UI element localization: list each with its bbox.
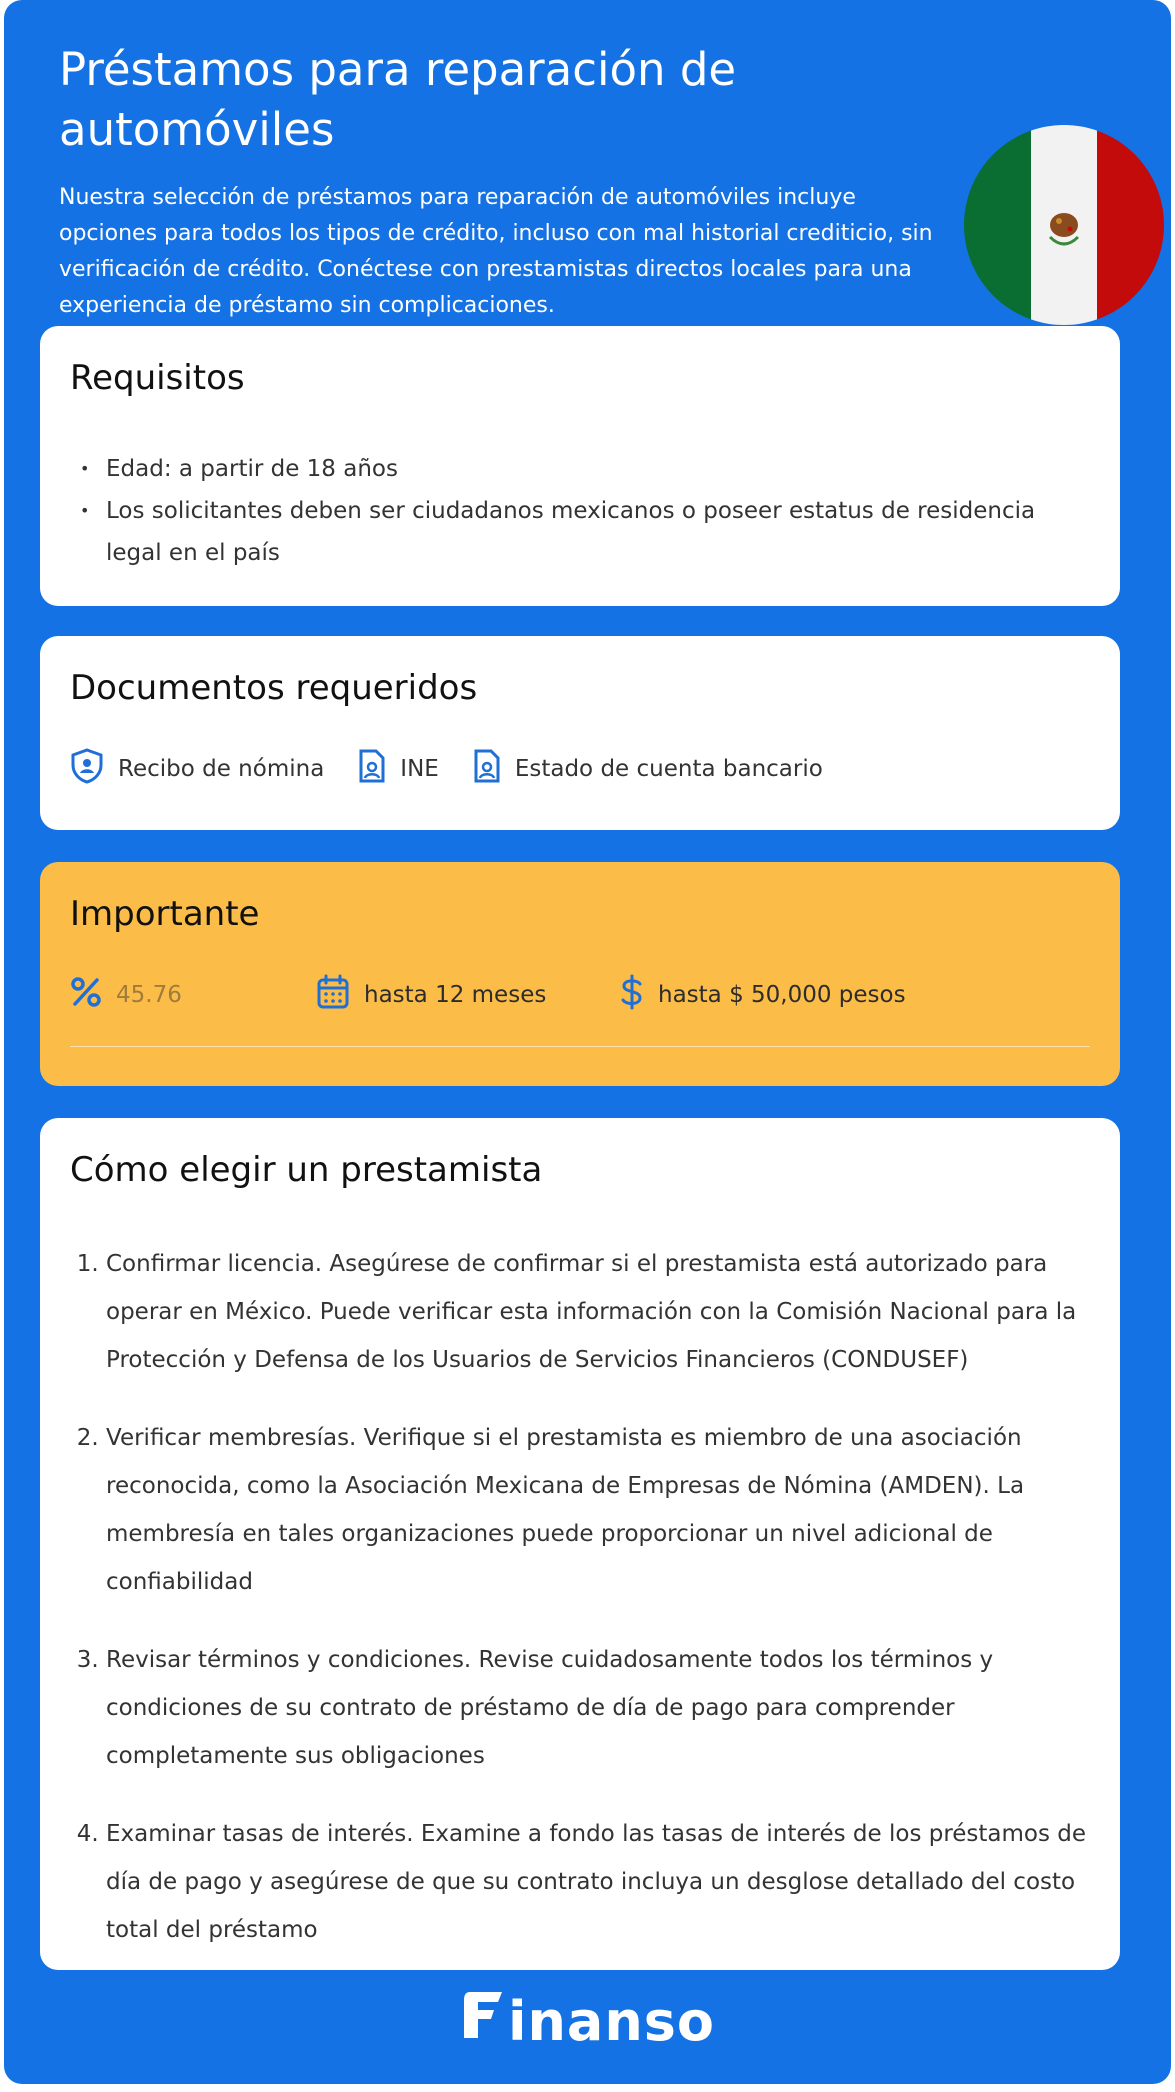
loan-amount-value: hasta $ 50,000 pesos <box>658 982 906 1008</box>
list-item: 4. Examinar tasas de interés. Examine a fondo las tasas de interés de los préstamos de día de pago y asegúrese de que su contrato incluya un desglose detallado del costo total del préstamo <box>106 1810 1090 1954</box>
document-item <box>70 748 324 790</box>
document-label: INE <box>400 756 439 782</box>
requirements-card <box>40 326 1120 606</box>
interest-rate <box>70 976 316 1014</box>
shield-icon <box>70 748 118 790</box>
documents-card <box>40 636 1120 830</box>
percent-icon <box>70 976 116 1014</box>
dollar-icon <box>620 974 658 1016</box>
brand-name: inanso <box>507 1990 716 2053</box>
documents-list <box>70 748 1090 790</box>
important-facts <box>70 974 1090 1047</box>
list-item: • Los solicitantes deben ser ciudadanos mexicanos o poseer estatus de residencia legal en el país <box>106 490 1090 574</box>
finanso-logo <box>4 1990 1171 2053</box>
id-card-icon <box>358 748 400 790</box>
page-frame <box>4 0 1171 2084</box>
choose-lender-steps <box>70 1240 1090 1954</box>
document-label: Estado de cuenta bancario <box>514 756 823 782</box>
mexico-flag-icon <box>964 125 1164 325</box>
documents-title: Documentos requeridos <box>70 668 478 708</box>
requirements-title: Requisitos <box>70 358 245 398</box>
id-card-icon <box>473 748 515 790</box>
important-title: Importante <box>70 894 260 934</box>
list-item: 1. Confirmar licencia. Asegúrese de confirmar si el prestamista está autorizado para operar en México. Puede verificar esta información con la Comisión Nacional para la Protección y Defensa de los Usuarios de Servicios Financieros (CONDUSEF) <box>106 1240 1090 1384</box>
document-item <box>358 748 439 790</box>
interest-rate-value: 45.76 <box>116 982 182 1008</box>
choose-lender-title: Cómo elegir un prestamista <box>70 1150 543 1190</box>
choose-lender-card <box>40 1118 1120 1970</box>
loan-amount <box>620 974 906 1016</box>
list-item: 3. Revisar términos y condiciones. Revise cuidadosamente todos los términos y condiciones de su contrato de préstamo de día de pago para comprender completamente sus obligaciones <box>106 1636 1090 1780</box>
loan-term-value: hasta 12 meses <box>364 982 547 1008</box>
document-label: Recibo de nómina <box>118 756 325 782</box>
intro-text: Nuestra selección de préstamos para reparación de automóviles incluye opciones para todos los tipos de crédito, incluso con mal historial crediticio, sin verificación de crédito. Conéctese con prestamistas directos locales para una experiencia de préstamo sin complicaciones. <box>59 185 933 318</box>
list-item: • Edad: a partir de 18 años <box>106 448 1090 490</box>
document-item <box>473 748 823 790</box>
requirements-list <box>70 448 1090 574</box>
page-title: Préstamos para reparación de automóviles <box>59 43 737 156</box>
calendar-icon <box>316 974 364 1016</box>
list-item: 2. Verificar membresías. Verifique si el prestamista es miembro de una asociación reconocida, como la Asociación Mexicana de Empresas de Nómina (AMDEN). La membresía en tales organizaciones puede proporcionar un nivel adicional de confiabilidad <box>106 1414 1090 1606</box>
finanso-f-icon <box>460 1990 508 2053</box>
loan-term <box>316 974 620 1016</box>
important-card <box>40 862 1120 1086</box>
